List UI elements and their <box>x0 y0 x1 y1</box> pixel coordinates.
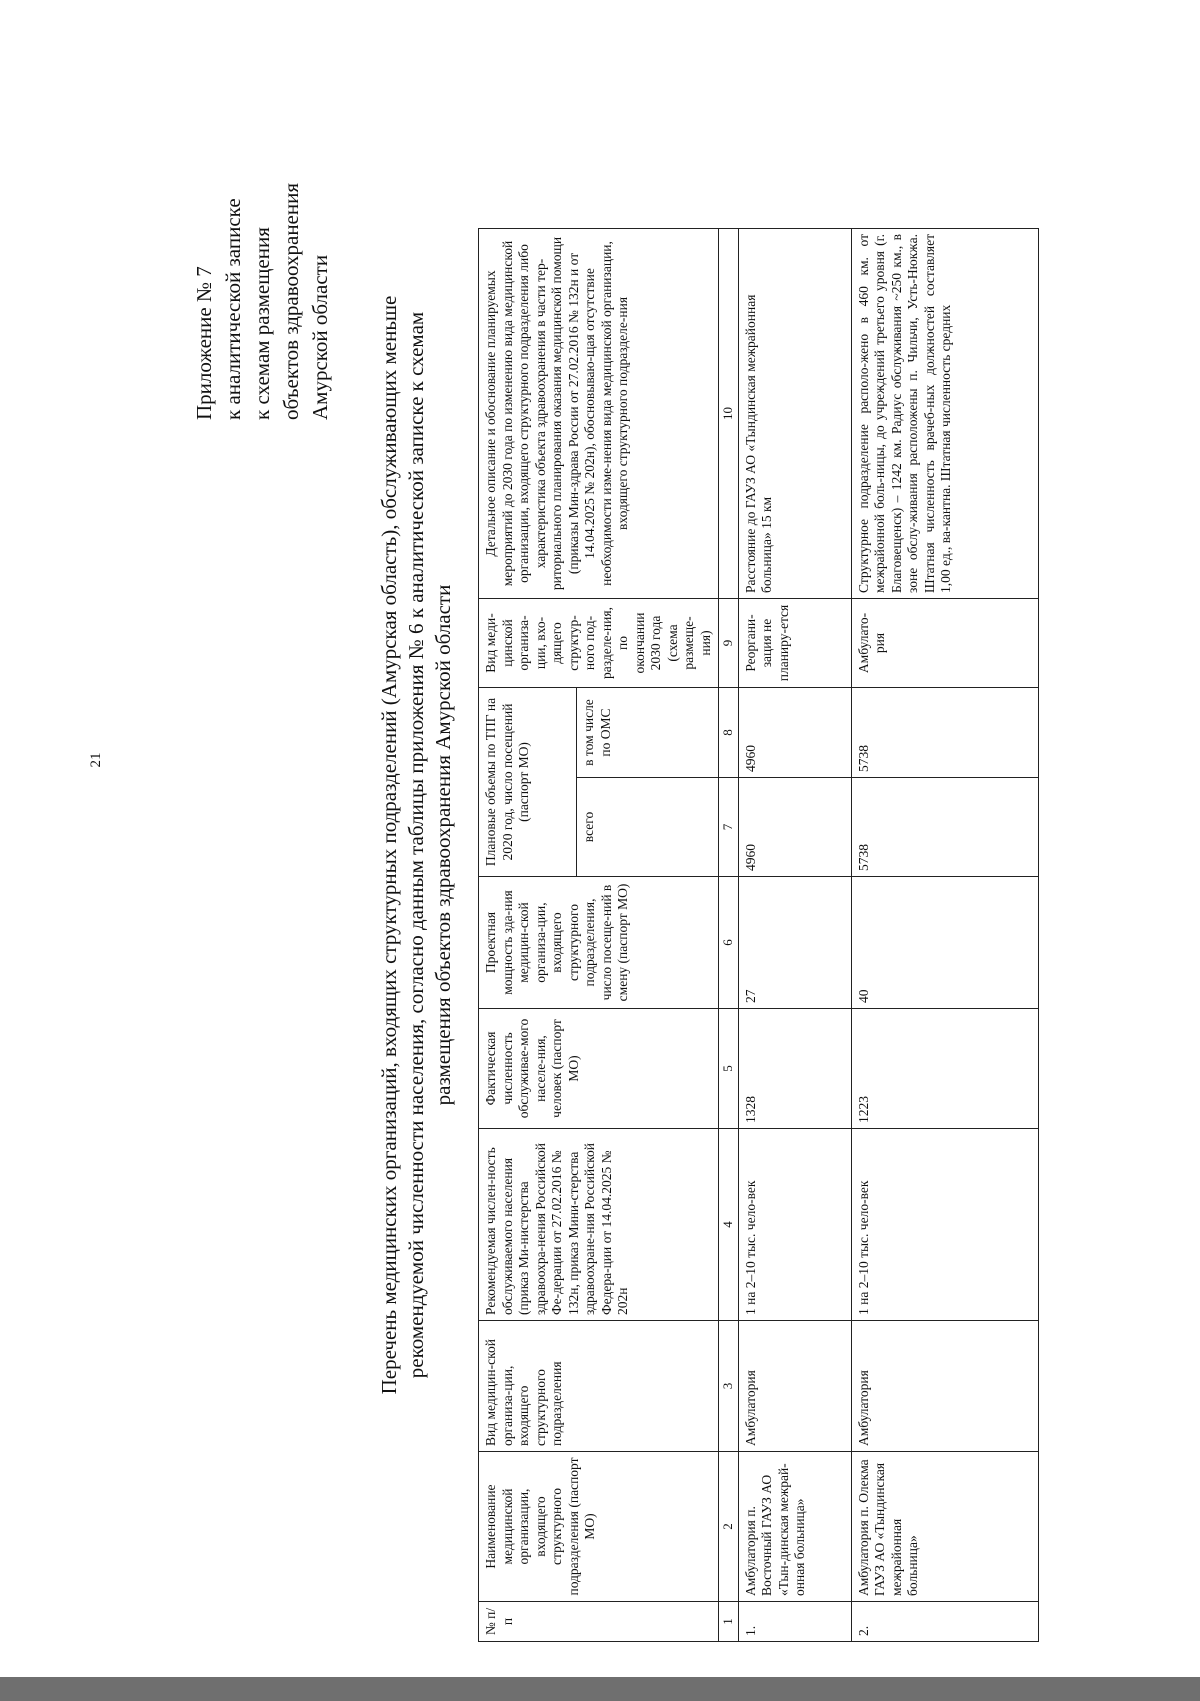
row-type-2030: Реоргани-зация не планиру-ется <box>738 599 851 688</box>
column-numbers-row <box>719 229 739 1642</box>
row-type-2030: Амбулато-рия <box>851 599 1038 688</box>
header-capacity: Проектная мощность зда-ния медицин-ской организа-ции, входящего структурного подразделения, число посеще-ний в смену (паспорт МО) <box>479 877 719 1009</box>
header-oms: в том числе по ОМС <box>577 688 719 778</box>
row-name: Амбулатория п. Олекма ГАУЗ АО «Тындинская межрайонная больница» <box>851 1452 1038 1602</box>
document-title <box>376 45 457 1645</box>
row-name: Амбулатория п. Восточный ГАУЗ АО «Тын-динская межрай-онная больница» <box>738 1452 851 1602</box>
row-recommended: 1 на 2–10 тыс. чело-век <box>851 1129 1038 1321</box>
header-total: всего <box>577 778 719 877</box>
title-line-2: рекомендуемой численности населения, согласно данным таблицы приложения № 6 к аналитической записке к схемам <box>404 311 428 1379</box>
scan-bottom-strip <box>0 1677 1200 1701</box>
row-oms: 5738 <box>851 688 1038 778</box>
appendix-header <box>190 40 335 420</box>
column-number: 3 <box>719 1321 739 1452</box>
column-number: 5 <box>719 1009 739 1129</box>
rotated-page <box>40 30 1150 1660</box>
header-planned-volumes: Плановые объемы по ТПГ на 2020 год, число посещений (паспорт МО) <box>479 688 577 877</box>
table-row <box>851 229 1038 1642</box>
row-description: Структурное подразделение располо-жено в 460 км. от межрайонной боль-ницы, до учреждений третьего уровня (г. Благовещенск) – 1242 км. Радиус обслуживания ~250 км., в зоне обслу-живания расположены п. Чильчи, Усть-Нюкжа. Штатная численность врачеб-ных должностей составляет 1,00 ед., ва-кантна. Штатная численность средних <box>851 229 1038 599</box>
appendix-line-2: к аналитической записке <box>221 198 245 420</box>
appendix-line-5: Амурской области <box>308 254 332 420</box>
row-description: Расстояние до ГАУЗ АО «Тындинская межрайонная больница» 15 км <box>738 229 851 599</box>
row-type: Амбулатория <box>851 1321 1038 1452</box>
table-header-row <box>479 229 577 1642</box>
row-oms: 4960 <box>738 688 851 778</box>
row-type: Амбулатория <box>738 1321 851 1452</box>
row-num: 2. <box>851 1602 1038 1642</box>
appendix-line-4: объектов здравоохранения <box>279 182 303 420</box>
column-number: 9 <box>719 599 739 688</box>
row-actual: 1223 <box>851 1009 1038 1129</box>
header-description: Детальное описание и обоснование планируемых мероприятий до 2030 года по изменению вида медицинской организации, входящего структурного подразделения либо характеристика объекта здравоохранения в части тер-риториального планирования оказания медицинской помощи (приказы Мин-здрава России от 27.02.2016 № 132н и от 14.04.2025 № 202н), обосновываю-щая отсутствие необходимости изме-нения вида медицинской организации, входящего структурного подразделе-ния <box>479 229 719 599</box>
header-type-2030: Вид меди-цинской организа-ции, вхо-дящего структур-ного под-разделе-ния, по окончании 2030 года (схема размеще-ния) <box>479 599 719 688</box>
row-actual: 1328 <box>738 1009 851 1129</box>
row-capacity: 27 <box>738 877 851 1009</box>
title-line-1: Перечень медицинских организаций, входящих структурных подразделений (Амурская область), обслуживающих меньше <box>377 295 401 1395</box>
column-number: 6 <box>719 877 739 1009</box>
row-recommended: 1 на 2–10 тыс. чело-век <box>738 1129 851 1321</box>
row-total: 4960 <box>738 778 851 877</box>
table-row <box>738 229 851 1642</box>
appendix-line-3: к схемам размещения <box>250 227 274 420</box>
facilities-table <box>478 228 1039 1642</box>
header-recommended: Рекомендуемая числен-ность обслуживаемого населения (приказ Ми-нистерства здравоохра-нения Российской Фе-дерации от 27.02.2016 № 132н, приказ Мини-стерства здравоохране-ния Российской Федера-ции от 14.04.2025 № 202н <box>479 1129 719 1321</box>
header-num: № п/п <box>479 1602 719 1642</box>
row-num: 1. <box>738 1602 851 1642</box>
column-number: 10 <box>719 229 739 599</box>
header-name: Наименование медицинской организации, входящего структурного подразделения (паспорт МО) <box>479 1452 719 1602</box>
column-number: 4 <box>719 1129 739 1321</box>
row-total: 5738 <box>851 778 1038 877</box>
column-number: 8 <box>719 688 739 778</box>
page-number: 21 <box>88 752 104 768</box>
row-capacity: 40 <box>851 877 1038 1009</box>
title-line-3: размещения объектов здравоохранения Амурской области <box>431 584 455 1106</box>
header-type: Вид медицин-ской организа-ции, входящего структурного подразделения <box>479 1321 719 1452</box>
appendix-line-1: Приложение № 7 <box>192 266 216 420</box>
column-number: 7 <box>719 778 739 877</box>
column-number: 1 <box>719 1602 739 1642</box>
header-actual: Фактическая численность обслуживае-мого населе-ния, человек (паспорт МО) <box>479 1009 719 1129</box>
column-number: 2 <box>719 1452 739 1602</box>
